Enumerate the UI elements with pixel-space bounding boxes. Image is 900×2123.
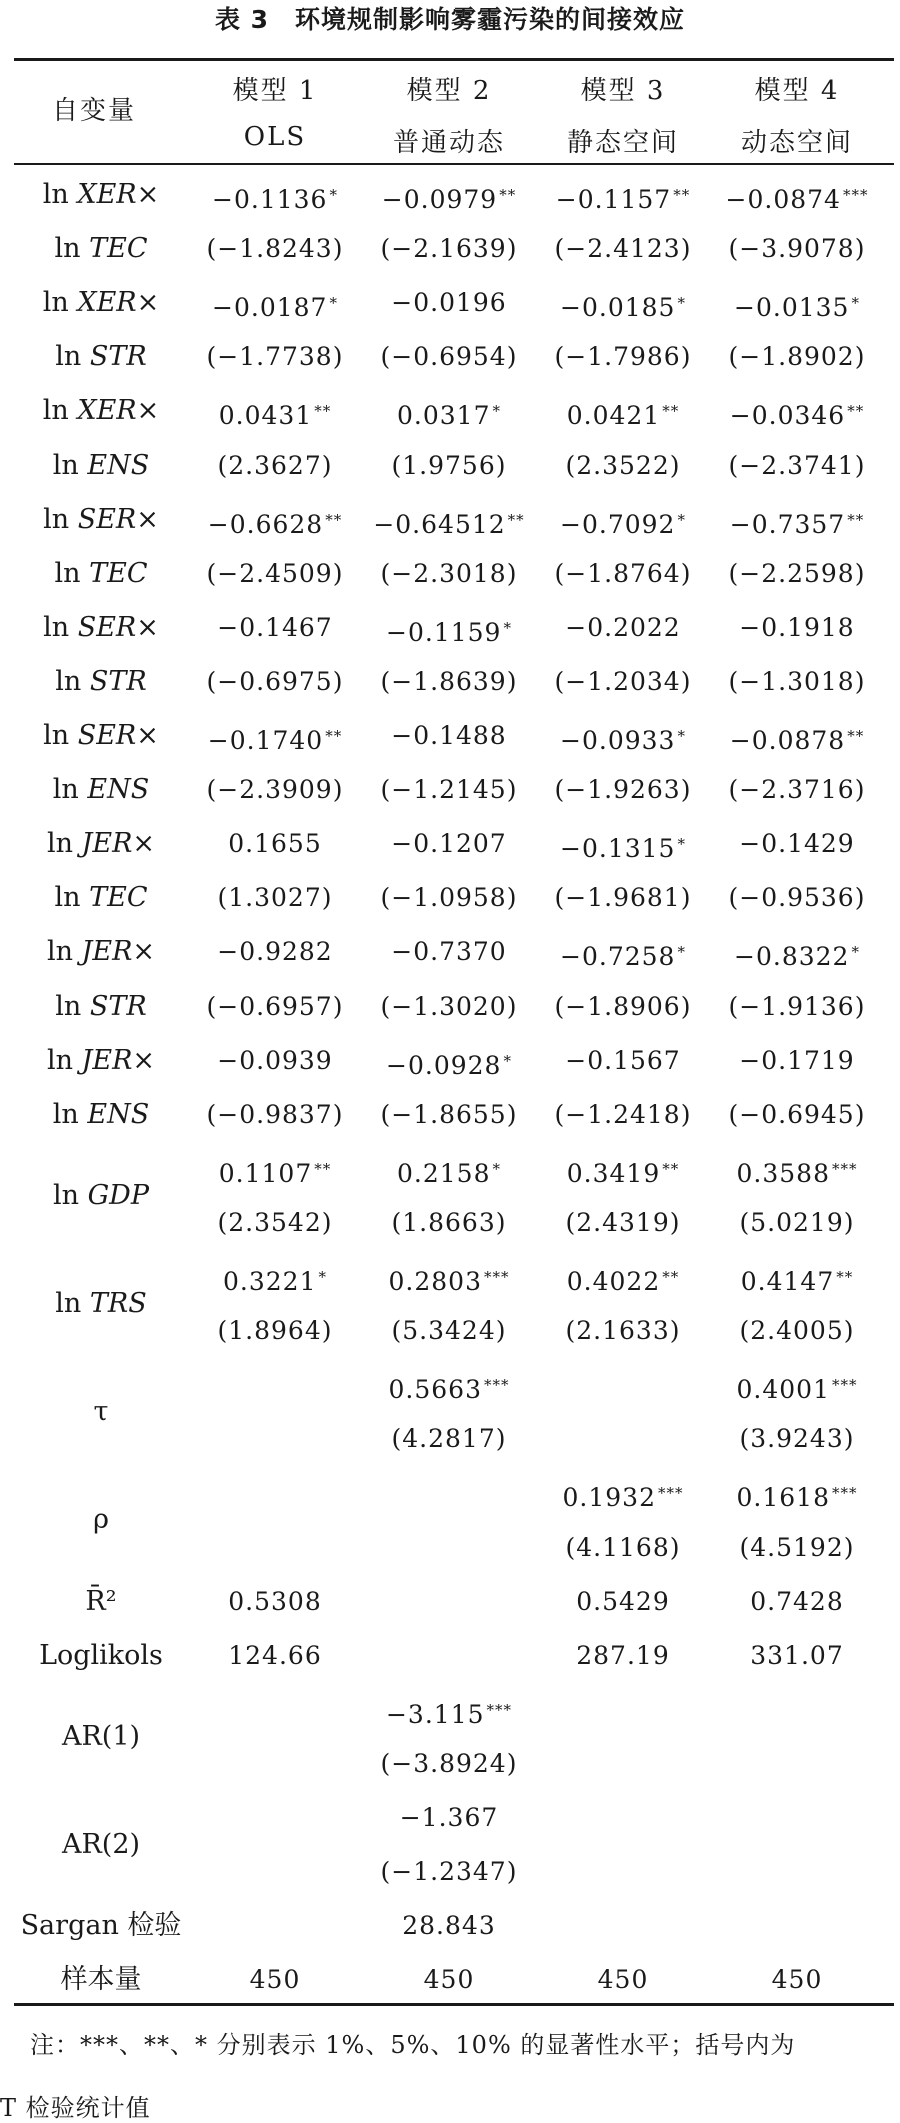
row-label-spanning: ln TRS (55, 1288, 147, 1320)
table-cell: −0.0196 (391, 288, 507, 318)
table-cell: −0.8322 * (734, 942, 860, 972)
table-cell: (2.3627) (217, 450, 333, 480)
table-cell: 0.3419 ** (566, 1158, 680, 1188)
table-note-cut-text: T 检验统计值 (0, 2094, 151, 2122)
table-cell: (−2.4123) (554, 234, 692, 264)
table-cell: (−2.4509) (206, 558, 344, 588)
table-cell: (−1.7738) (206, 342, 344, 372)
table-cell: −0.0185 * (560, 293, 686, 323)
header-model-2-name: 模型 2 (406, 76, 492, 106)
table-cell: (2.1633) (565, 1316, 681, 1346)
table-cell: 0.1655 (228, 829, 322, 859)
header-model-4-method: 动态空间 (740, 128, 853, 158)
significance-stars: ** (662, 402, 680, 421)
table-cell: −0.7357 ** (729, 509, 865, 539)
table-cell: 0.1932 *** (562, 1483, 684, 1513)
table-cell: −0.0346 ** (729, 401, 865, 431)
table-cell: 0.2158 * (397, 1158, 501, 1188)
table-cell: (1.8964) (217, 1316, 333, 1346)
table-cell: 0.4001 *** (736, 1375, 858, 1405)
table-cell: (−0.6957) (206, 991, 344, 1021)
table-cell: (−1.2418) (554, 1099, 692, 1129)
table-cell: (4.5192) (739, 1532, 855, 1562)
table-cell: 0.2803 *** (388, 1267, 510, 1296)
significance-stars: * (492, 402, 501, 421)
row-label-spanning: ln GDP (53, 1179, 149, 1211)
row-label: Loglikols (39, 1639, 163, 1671)
table-cell: −0.0187 * (212, 293, 338, 323)
table-cell: −0.7370 (391, 937, 507, 967)
table-cell: (−3.9078) (728, 234, 866, 264)
row-label: ln STR (55, 341, 147, 373)
significance-stars: * (329, 186, 338, 204)
header-var-label: 自变量 (51, 96, 136, 126)
table-cell: −0.1567 (565, 1045, 681, 1075)
table-cell: 0.0431 ** (218, 401, 332, 431)
table-cell: −0.1315 * (560, 834, 686, 864)
table-cell: (4.1168) (565, 1532, 681, 1562)
significance-stars: * (503, 1051, 512, 1070)
significance-stars: * (851, 294, 860, 313)
table-note-cut (0, 2083, 900, 2123)
table-cell: (−0.9536) (728, 883, 866, 913)
table-cell: (−2.3716) (728, 775, 866, 805)
table-cell: (1.9756) (391, 450, 507, 480)
table-cell: 0.1107 ** (218, 1158, 332, 1188)
header-model-1-method: OLS (243, 122, 307, 152)
table-cell: −0.1207 (391, 829, 507, 859)
header-model-1-name: 模型 1 (232, 76, 318, 106)
significance-stars: ** (847, 727, 865, 745)
significance-stars: * (677, 294, 686, 313)
table-cell: (1.8663) (391, 1207, 507, 1237)
significance-stars: ** (314, 402, 332, 421)
significance-stars: ** (673, 186, 691, 204)
table-cell: −0.64512 ** (373, 509, 525, 539)
table-cell: 0.5663 *** (388, 1375, 510, 1405)
table-cell: (−2.2598) (728, 558, 866, 588)
table-cell: −0.6628 ** (207, 509, 343, 539)
table-cell: 0.3221 * (223, 1267, 327, 1296)
table-cell: −0.0874 *** (725, 185, 869, 214)
table-cell: (−1.3020) (380, 991, 518, 1021)
table-cell: (−1.8243) (206, 234, 344, 264)
significance-stars: * (329, 294, 338, 313)
significance-stars: *** (483, 1376, 510, 1395)
table-cell: −0.9282 (217, 937, 333, 967)
significance-stars: ** (507, 510, 525, 529)
table-cell: 0.0317 * (397, 401, 501, 431)
table-cell: −0.0979 ** (381, 185, 517, 214)
table-cell: −0.0135 * (734, 293, 860, 323)
significance-stars: * (318, 1268, 327, 1286)
table-cell: (5.3424) (391, 1316, 507, 1346)
table-cell: (5.0219) (739, 1207, 855, 1237)
table-cell: −0.1488 (391, 721, 507, 750)
row-label: ln ENS (52, 774, 150, 806)
table-cell: 124.66 (228, 1640, 322, 1670)
table-cell: −1.367 (399, 1803, 499, 1832)
row-label: ln XER× (42, 395, 160, 427)
table-cell: −0.1918 (739, 612, 855, 642)
significance-stars: ** (836, 1268, 854, 1286)
significance-stars: ** (499, 186, 517, 204)
table-cell: −0.1740 ** (207, 726, 343, 755)
table-cell: (−1.8902) (728, 342, 866, 372)
table-cell: (−0.6954) (380, 342, 518, 372)
table-cell: 287.19 (576, 1640, 670, 1670)
table-cell: (1.3027) (217, 883, 333, 913)
row-label: ln SER× (43, 611, 159, 643)
table-cell: 450 (249, 1965, 301, 1995)
significance-stars: *** (486, 1700, 513, 1719)
table-cell: (−3.8924) (380, 1748, 518, 1778)
table-cell: (−2.3741) (728, 450, 866, 480)
significance-stars: ** (662, 1159, 680, 1178)
table-cell: (−1.3018) (728, 666, 866, 696)
significance-stars: * (677, 510, 686, 529)
header-model-3-method: 静态空间 (566, 128, 679, 158)
table-cell: (−0.6945) (728, 1099, 866, 1129)
row-label-spanning: τ (93, 1396, 109, 1428)
table-cell: −0.0878 ** (729, 726, 865, 755)
table-cell: (2.4319) (565, 1207, 681, 1237)
significance-stars: ** (847, 510, 865, 529)
table-cell: −0.2022 (565, 612, 681, 642)
significance-stars: * (851, 943, 860, 962)
row-label: ln JER× (46, 936, 156, 968)
row-label-spanning: AR(2) (61, 1829, 141, 1861)
significance-stars: * (677, 727, 686, 745)
table-cell: (−1.8764) (554, 558, 692, 588)
significance-stars: ** (325, 727, 343, 745)
row-label: ln STR (55, 990, 147, 1022)
table-cell: (−1.8639) (380, 666, 518, 696)
table-cell: −0.1719 (739, 1045, 855, 1075)
table-cell: (−2.3909) (206, 775, 344, 805)
table-cell: (−0.6975) (206, 666, 344, 696)
table-cell: −0.0933 * (560, 726, 686, 755)
table-cell: 450 (597, 1965, 649, 1995)
table-cell: −0.1159 * (386, 617, 512, 647)
significance-stars: * (503, 618, 512, 637)
table-cell: 0.5308 (228, 1586, 322, 1616)
header-model-2-method: 普通动态 (392, 128, 505, 158)
table-cell: −0.1136 * (212, 185, 338, 214)
row-label: ln STR (55, 665, 147, 697)
table-cell: 331.07 (750, 1640, 844, 1670)
significance-stars: ** (662, 1268, 680, 1286)
table-cell: 450 (423, 1965, 475, 1995)
table-cell: (−0.9837) (206, 1099, 344, 1129)
table-cell: 0.5429 (576, 1586, 670, 1616)
header-model-4-name: 模型 4 (754, 76, 840, 106)
table-cell: (3.9243) (739, 1424, 855, 1454)
table-cell: −3.115 *** (385, 1699, 513, 1729)
table-note: 注：***、**、* 分别表示 1%、5%、10% 的显著性水平；括号内为 (30, 2031, 796, 2059)
table-cell: (−1.9681) (554, 883, 692, 913)
row-label: ln XER× (42, 287, 160, 319)
row-label: ln TEC (54, 557, 148, 589)
significance-stars: *** (657, 1484, 684, 1503)
table-cell: 450 (771, 1965, 823, 1995)
table-cell: (2.4005) (739, 1316, 855, 1346)
row-label: Sargan 检验 (20, 1910, 182, 1942)
significance-stars: *** (831, 1484, 858, 1503)
significance-stars: *** (831, 1159, 858, 1178)
table-cell: 28.843 (402, 1911, 496, 1941)
row-label-spanning: AR(1) (61, 1720, 141, 1752)
row-label: ln TEC (54, 882, 148, 914)
table-title: 表 3 环境规制影响雾霾污染的间接效应 (214, 5, 686, 34)
table-cell: 0.7428 (750, 1586, 844, 1616)
row-label: R̄² (85, 1585, 117, 1617)
table-cell: −0.1157 ** (555, 185, 691, 214)
table-cell: 0.0421 ** (566, 401, 680, 431)
significance-stars: *** (483, 1268, 510, 1286)
table-cell: 0.3588 *** (736, 1158, 858, 1188)
table-cell: (−1.2034) (554, 666, 692, 696)
row-label: ln SER× (43, 720, 159, 751)
table-cell: (−2.3018) (380, 558, 518, 588)
table-cell: −0.0939 (217, 1045, 333, 1075)
row-label: ln JER× (46, 1044, 156, 1076)
row-label-spanning: ρ (93, 1504, 109, 1536)
significance-stars: * (677, 943, 686, 962)
significance-stars: *** (831, 1376, 858, 1395)
significance-stars: * (677, 835, 686, 854)
significance-stars: * (492, 1159, 501, 1178)
table-cell: (−1.2347) (380, 1857, 518, 1887)
row-label: ln SER× (43, 503, 159, 535)
significance-stars: ** (847, 402, 865, 421)
table-cell: (−1.0958) (380, 883, 518, 913)
table-cell: (2.3542) (217, 1207, 333, 1237)
row-label: ln JER× (46, 828, 156, 860)
table-cell: 0.4147 ** (740, 1267, 854, 1296)
header-model-3-name: 模型 3 (580, 76, 666, 106)
table-cell: −0.7258 * (560, 942, 686, 972)
table-cell: −0.7092 * (560, 509, 686, 539)
significance-stars: ** (325, 510, 343, 529)
table-cell: 0.1618 *** (736, 1483, 858, 1513)
table-cell: (−1.8655) (380, 1099, 518, 1129)
table-cell: (−2.1639) (380, 234, 518, 264)
table-cell: −0.1429 (739, 829, 855, 859)
row-label: ln ENS (52, 1098, 150, 1130)
table-cell: (−1.9136) (728, 991, 866, 1021)
table-cell: (4.2817) (391, 1424, 507, 1454)
significance-stars: ** (314, 1159, 332, 1178)
row-label: ln ENS (52, 449, 150, 481)
table-cell: (2.3522) (565, 450, 681, 480)
table-cell: −0.1467 (217, 612, 333, 642)
row-label: 样本量 (60, 1964, 142, 1996)
row-label: ln XER× (42, 179, 160, 210)
table-cell: −0.0928 * (386, 1050, 512, 1080)
table-cell: (−1.9263) (554, 775, 692, 805)
table-cell: (−1.8906) (554, 991, 692, 1021)
table-cell: (−1.7986) (554, 342, 692, 372)
table-cell: 0.4022 ** (566, 1267, 680, 1296)
table-cell: (−1.2145) (380, 775, 518, 805)
row-label: ln TEC (54, 233, 148, 265)
significance-stars: *** (842, 186, 869, 204)
